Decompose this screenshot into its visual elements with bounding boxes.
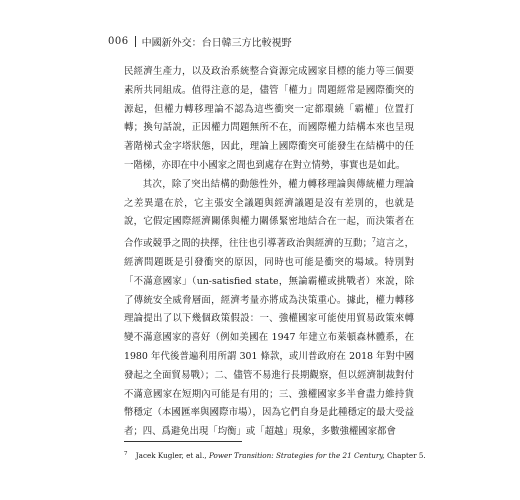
paragraph-2-text: 其次，除了突出結構的動態性外，權力轉移理論與傳統權力理論之差異還在於，它主張安全議題與經濟議題是沒有差別的，也就是說，它假定國際經濟關係與權力關係緊密地結合在一起，而決策者在合作或競爭之間的抉擇，往往也引導著政治與經濟的互動； — [124, 178, 414, 250]
footnote-divider — [124, 441, 242, 442]
body-text — [124, 63, 414, 442]
paragraph-1: 民經濟生產力，以及政治系統整合資源完成國家目標的能力等三個要素所共同組成。值得注意的是，儘管「權力」問題經常是國際衝突的源起，但權力轉移理論不認為這些衝突一定都環繞「霸權」位置打轉；換句話說，正因權力問題無所不在，而國際權力結構本來也呈現著階梯式金字塔狀態，因此，理論上國際衝突可能發生在結構中的任一階梯，亦即在中小國家之間也到處存在對立情勢，事實也是如此。 — [124, 66, 414, 171]
book-title: 中國新外交：台日韓三方比較視野 — [141, 38, 292, 49]
footnote-rest: Chapter 5. — [386, 451, 426, 460]
paragraph-2-continuation: 這言之，經濟問題既是引發衝突的原因，同時也可能是衝突的場域。特別對「不滿意國家」（un-satisfied state，無論霸權或挑戰者）來說，除了傳統安全威脅層面，經濟考量亦將成為決策重心。據此，權力轉移理論提出了以下幾個政策假設：一、強權國家可能使用貿易政策來轉變不滿意國家的喜好（例如美國在 1947 年建立布萊頓森林體系，在 1980 年代後普遍利用所謂 301 條款，或川普政府在 2018 年對中國發起之全面貿易戰）；二、儘管不易進行長期觀察，但以經濟制裁對付不滿意國家在短期內可能是有用的；三、強權國家多半會盡力維持貨幣穩定（本國匯率與國際市場），因為它們自身是此種穩定的最大受益者；四、爲避免出現「均衡」或「超越」現象，多數強權國家都會 — [124, 238, 414, 438]
page-number: 006 — [108, 36, 129, 47]
header-divider — [135, 36, 136, 47]
paragraph-2 — [124, 176, 414, 442]
footnote — [124, 449, 426, 461]
footnote-title: Power Transition: Strategies for the 21 Century, — [208, 451, 385, 460]
footnote-number: 7 — [124, 451, 128, 457]
running-header — [108, 34, 292, 49]
footnote-authors: Jacek Kugler, et al., — [135, 451, 207, 460]
footnote-reference: 7 — [371, 237, 376, 245]
